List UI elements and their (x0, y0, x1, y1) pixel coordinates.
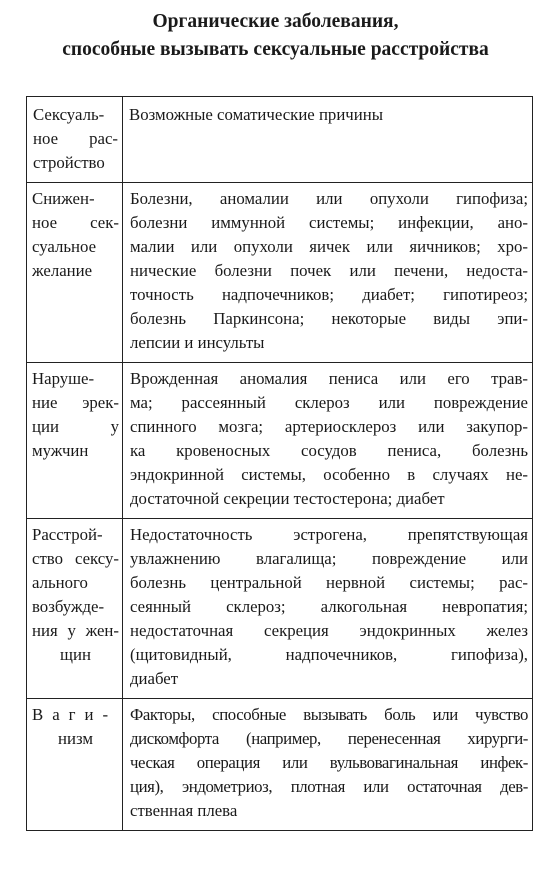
table-row (27, 519, 533, 699)
disorder-line: ние эрек- (32, 393, 119, 412)
causes-line: недостаточная секреция эндокринных желез (130, 621, 528, 640)
causes-line: Болезни, аномалии или опухоли гипофиза; (130, 189, 528, 208)
disorder-line: Расстрой- (32, 525, 103, 544)
causes-line: диабет (130, 669, 179, 688)
disorder-cell (27, 363, 123, 519)
header-disorder-line: ное рас- (33, 129, 118, 148)
causes-line: болезнь Паркинсона; некоторые виды эпи- (130, 309, 528, 328)
disorder-line: щин (60, 645, 91, 664)
disorder-line: Снижен- (32, 189, 95, 208)
causes-cell (123, 363, 533, 519)
causes-line: увлажнению влагалища; повреждение или (130, 549, 528, 568)
causes-line: болезнь центральной нервной системы; рас- (130, 573, 528, 592)
causes-line: ма; рассеянный склероз или повреждение (130, 393, 528, 412)
disorder-line: ство сексу- (32, 549, 119, 568)
header-disorder-line: Сексуаль- (33, 105, 105, 124)
disorders-table (26, 96, 533, 831)
causes-line: эндокринной системы, особенно в случаях не- (130, 465, 528, 484)
table-header-row (27, 97, 533, 183)
causes-line: Недостаточность эстрогена, препятствующая (130, 525, 528, 544)
disorder-cell (27, 519, 123, 699)
causes-cell (123, 183, 533, 363)
disorder-line: суальное (32, 237, 97, 256)
causes-line: достаточной секреции тестостерона; диабет (130, 489, 445, 508)
page-title (0, 8, 551, 64)
disorder-line: Наруше- (32, 369, 95, 388)
causes-line: ческая операция или вульвовагинальная инфек- (130, 753, 528, 772)
causes-line: нические болезни почек или печени, недоста- (130, 261, 528, 280)
header-disorder (27, 97, 123, 183)
causes-line: спинного мозга; артериосклероз или закупор- (130, 417, 528, 436)
causes-cell (123, 699, 533, 831)
causes-line: ка кровеносных сосудов пениса, болезнь (130, 441, 528, 460)
causes-line: (щитовидный, надпочечников, гипофиза), (130, 645, 528, 664)
causes-line: лепсии и инсульты (130, 333, 265, 352)
causes-line: малии или опухоли яичек или яичников; хро- (130, 237, 528, 256)
causes-line: болезни иммунной системы; инфекции, ано- (130, 213, 528, 232)
disorder-line: желание (32, 261, 93, 280)
title-line-1: Органические заболевания, (152, 11, 399, 32)
disorder-line: мужчин (32, 441, 89, 460)
causes-line: точность надпочечников; диабет; гипотиреоз; (130, 285, 528, 304)
disorder-line: ального (32, 573, 88, 592)
header-causes (123, 97, 533, 183)
title-line-2: способные вызывать сексуальные расстройства (62, 39, 489, 60)
disorder-line: Ваги- (32, 705, 118, 724)
disorder-line: ния у жен- (32, 621, 119, 640)
disorder-cell (27, 699, 123, 831)
header-causes-label: Возможные соматические причины (129, 105, 383, 124)
disorder-line: возбужде- (32, 597, 105, 616)
disorder-line: низм (58, 729, 93, 748)
causes-line: сеянный склероз; алкогольная невропатия; (130, 597, 528, 616)
disorder-line: ное сек- (32, 213, 119, 232)
causes-line: дискомфорта (например, перенесенная хирурги- (130, 729, 528, 748)
causes-line: ственная плева (130, 801, 238, 820)
causes-line: ция), эндометриоз, плотная или остаточная дев- (130, 777, 528, 796)
causes-line: Врожденная аномалия пениса или его трав- (130, 369, 528, 388)
causes-cell (123, 519, 533, 699)
disorder-line: ции у (32, 417, 119, 436)
header-disorder-line: стройство (33, 153, 105, 172)
table-row (27, 183, 533, 363)
table-row (27, 363, 533, 519)
causes-line: Факторы, способные вызывать боль или чувство (130, 705, 528, 724)
table-row (27, 699, 533, 831)
disorder-cell (27, 183, 123, 363)
